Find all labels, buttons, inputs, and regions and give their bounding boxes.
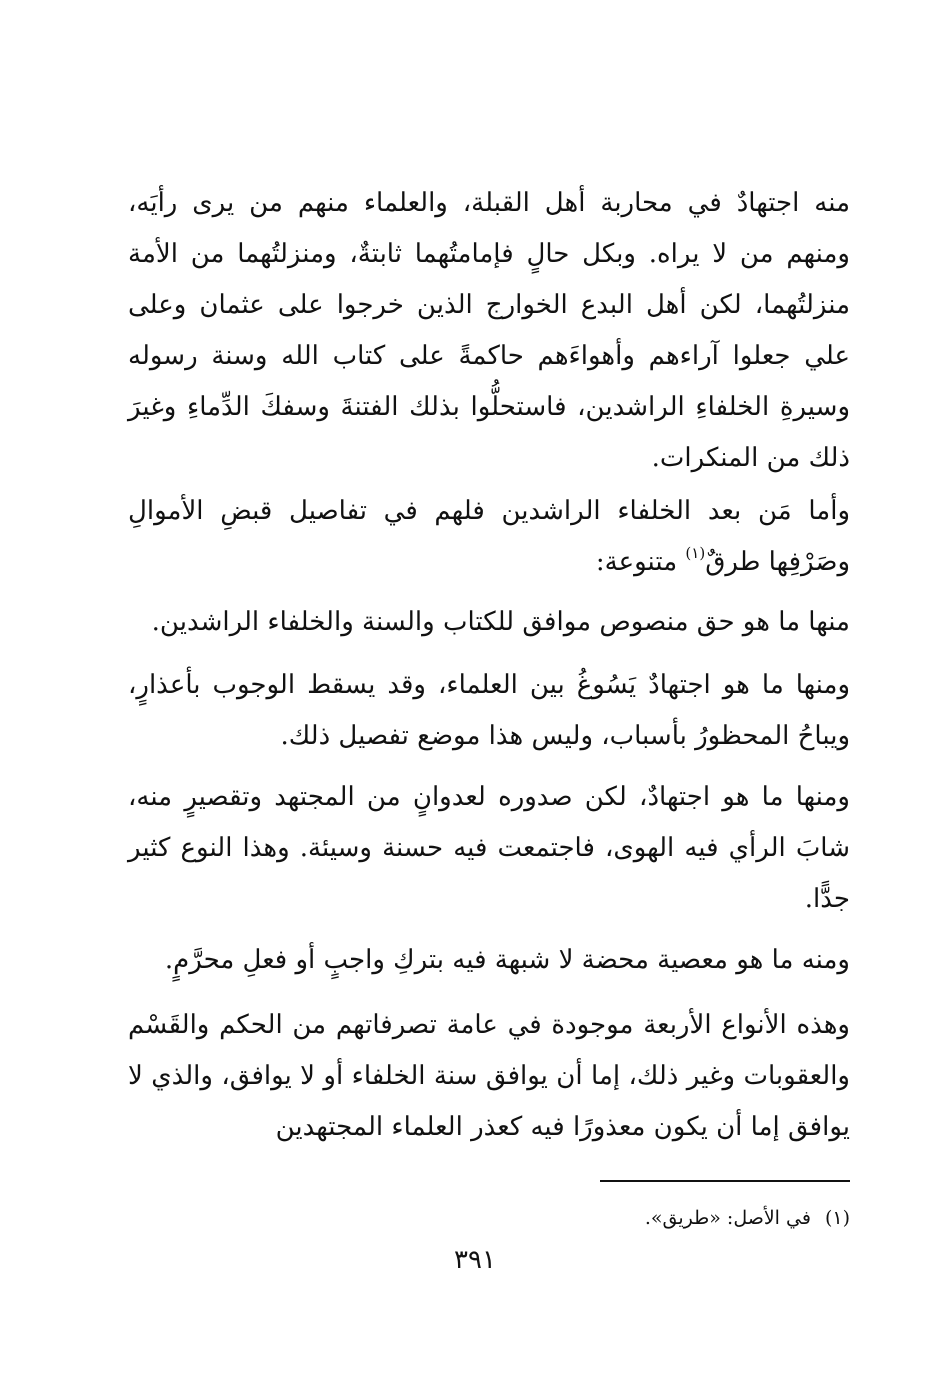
paragraph-4-text: ومنها ما هو اجتهادٌ يَسُوغُ بين العلماء، وقد يسقط الوجوب بأعذارٍ، ويباحُ المحظورُ بأسباب، وليس هذا موضع تفصيل ذلك. — [128, 670, 850, 751]
paragraph-5-text: ومنها ما هو اجتهادٌ، لكن صدوره لعدوانٍ من المجتهد وتقصيرٍ منه، شابَ الرأي فيه الهوى، فاجتمعت فيه حسنة وسيئة. وهذا النوع كثير جدًّا. — [128, 782, 850, 914]
paragraph-4 — [128, 660, 880, 762]
paragraph-7-text: وهذه الأنواع الأربعة موجودة في عامة تصرفاتهم من الحكم والقَسْم والعقوبات وغير ذلك، إما أن يوافق سنة الخلفاء أو لا يوافق، والذي لا يوافق إما أن يكون معذورًا فيه كعذر العلماء المجتهدين — [128, 1010, 850, 1142]
footnote-text: في الأصل: «طريق». — [644, 1207, 811, 1229]
paragraph-2-text — [128, 486, 850, 591]
paragraph-6-text: ومنه ما هو معصية محضة لا شبهة فيه بتركِ واجبٍ أو فعلِ محرَّمٍ. — [164, 945, 850, 975]
footnote-reference: (١) — [685, 544, 706, 562]
paragraph-3-text: منها ما هو حق منصوص موافق للكتاب والسنة والخلفاء الراشدين. — [151, 607, 850, 637]
page-number: ٣٩١ — [454, 1245, 496, 1275]
paragraph-3 — [128, 597, 880, 648]
footnote-number: (١) — [824, 1207, 850, 1229]
footnote-divider — [600, 1180, 850, 1182]
footnote — [500, 1198, 850, 1238]
paragraph-6 — [128, 935, 880, 986]
paragraph-2-body: وأما مَن بعد الخلفاء الراشدين فلهم في تفاصيل قبضِ الأموالِ وصَرْفِها طرقٌ — [128, 496, 850, 577]
paragraph-1-text: منه اجتهادٌ في محاربة أهل القبلة، والعلماء منهم من يرى رأيَه، ومنهم من لا يراه. وبكل حالٍ فإمامتُهما ثابتةٌ، ومنزلتُهما من الأمة منزلتُهما، لكن أهل البدع الخوارج الذين خرجوا على عثمان وعلى علي جعلوا آراءهم وأهواءَهم حاكمةً على كتاب الله وسنة رسوله وسيرةِ الخلفاءِ الراشدين، فاستحلُّوا بذلك الفتنةَ وسفكَ الدِّماءِ وغيرَ ذلك من المنكرات. — [128, 188, 850, 473]
paragraph-2-tail: متنوعة: — [595, 547, 686, 577]
paragraph-2 — [128, 486, 880, 591]
paragraph-7 — [128, 1000, 880, 1153]
paragraph-1 — [128, 178, 850, 484]
paragraph-5 — [128, 772, 880, 925]
